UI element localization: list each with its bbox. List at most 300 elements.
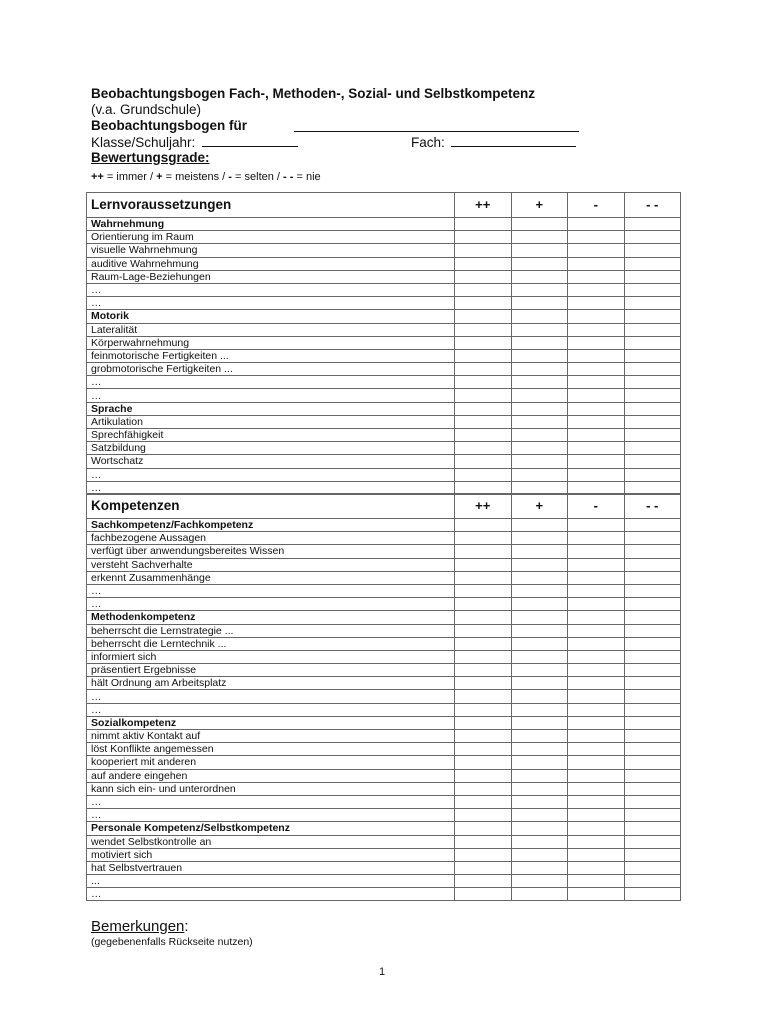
rating-cell[interactable] — [455, 664, 512, 677]
rating-cell[interactable] — [455, 888, 512, 901]
rating-cell[interactable] — [511, 257, 568, 270]
rating-cell[interactable] — [455, 402, 512, 415]
table-row — [87, 558, 681, 571]
rating-cell[interactable] — [568, 650, 625, 663]
rating-cell[interactable] — [455, 584, 512, 597]
table-row — [87, 571, 681, 584]
item-label: … — [87, 703, 455, 716]
rating-cell[interactable] — [624, 231, 681, 244]
rating-cell[interactable] — [455, 822, 512, 835]
rating-cell[interactable] — [624, 429, 681, 442]
rating-cell[interactable] — [511, 363, 568, 376]
rating-cell[interactable] — [511, 611, 568, 624]
category-row — [87, 310, 681, 323]
rating-cell[interactable] — [568, 283, 625, 296]
rating-cell[interactable] — [568, 611, 625, 624]
table-row — [87, 888, 681, 901]
item-label: Wortschatz — [87, 455, 455, 468]
item-label: informiert sich — [87, 650, 455, 663]
rating-cell[interactable] — [624, 584, 681, 597]
table-lernvoraussetzungen — [86, 192, 681, 495]
rating-cell[interactable] — [455, 730, 512, 743]
rating-header: + — [511, 193, 568, 218]
rating-cell[interactable] — [568, 795, 625, 808]
rating-cell[interactable] — [568, 703, 625, 716]
rating-cell[interactable] — [455, 442, 512, 455]
item-label: Satzbildung — [87, 442, 455, 455]
rating-cell[interactable] — [568, 389, 625, 402]
rating-cell[interactable] — [624, 336, 681, 349]
rating-cell[interactable] — [455, 283, 512, 296]
rating-cell[interactable] — [455, 376, 512, 389]
rating-cell[interactable] — [455, 795, 512, 808]
table-row — [87, 650, 681, 663]
rating-cell[interactable] — [568, 323, 625, 336]
rating-cell[interactable] — [511, 468, 568, 481]
rating-cell[interactable] — [624, 389, 681, 402]
rating-cell[interactable] — [624, 455, 681, 468]
rating-cell[interactable] — [511, 558, 568, 571]
rating-cell[interactable] — [455, 571, 512, 584]
rating-cell[interactable] — [455, 270, 512, 283]
rating-cell[interactable] — [511, 888, 568, 901]
rating-cell[interactable] — [568, 637, 625, 650]
item-label: hält Ordnung am Arbeitsplatz — [87, 677, 455, 690]
rating-cell[interactable] — [455, 297, 512, 310]
rating-cell[interactable] — [568, 231, 625, 244]
table-kompetenzen — [86, 493, 681, 901]
rating-cell[interactable] — [511, 389, 568, 402]
rating-cell[interactable] — [568, 455, 625, 468]
table-row — [87, 455, 681, 468]
rating-cell[interactable] — [624, 415, 681, 428]
item-label: … — [87, 888, 455, 901]
table-row — [87, 690, 681, 703]
rating-cell[interactable] — [568, 442, 625, 455]
category-row — [87, 402, 681, 415]
table-row — [87, 809, 681, 822]
rating-cell[interactable] — [455, 743, 512, 756]
table-row — [87, 848, 681, 861]
rating-cell[interactable] — [511, 677, 568, 690]
table-row — [87, 677, 681, 690]
rating-cell[interactable] — [624, 323, 681, 336]
table-row — [87, 730, 681, 743]
rating-cell[interactable] — [455, 703, 512, 716]
item-label: hat Selbstvertrauen — [87, 861, 455, 874]
item-label: erkennt Zusammenhänge — [87, 571, 455, 584]
rating-cell[interactable] — [511, 349, 568, 362]
rating-cell[interactable] — [455, 782, 512, 795]
rating-cell[interactable] — [624, 730, 681, 743]
rating-cell[interactable] — [455, 769, 512, 782]
rating-cell[interactable] — [511, 519, 568, 532]
rating-cell[interactable] — [624, 835, 681, 848]
table-row — [87, 363, 681, 376]
document-subtitle: (v.a. Grundschule) — [91, 102, 202, 117]
table-row — [87, 545, 681, 558]
rating-cell[interactable] — [568, 519, 625, 532]
rating-cell[interactable] — [624, 532, 681, 545]
item-label: beherrscht die Lernstrategie ... — [87, 624, 455, 637]
rating-cell[interactable] — [568, 716, 625, 729]
rating-cell[interactable] — [455, 756, 512, 769]
table-row — [87, 429, 681, 442]
rating-cell[interactable] — [511, 283, 568, 296]
rating-cell[interactable] — [455, 598, 512, 611]
rating-cell[interactable] — [624, 310, 681, 323]
rating-cell[interactable] — [624, 218, 681, 231]
rating-cell[interactable] — [568, 402, 625, 415]
table-row — [87, 442, 681, 455]
table-row — [87, 415, 681, 428]
rating-cell[interactable] — [568, 769, 625, 782]
rating-cell[interactable] — [624, 376, 681, 389]
rating-cell[interactable] — [511, 218, 568, 231]
rating-cell[interactable] — [624, 571, 681, 584]
page-number: 1 — [379, 966, 386, 978]
rating-cell[interactable] — [568, 468, 625, 481]
rating-cell[interactable] — [511, 650, 568, 663]
rating-cell[interactable] — [624, 716, 681, 729]
name-blank-line — [294, 119, 579, 132]
rating-cell[interactable] — [511, 297, 568, 310]
rating-cell[interactable] — [511, 795, 568, 808]
rating-cell[interactable] — [455, 519, 512, 532]
rating-cell[interactable] — [568, 730, 625, 743]
rating-cell[interactable] — [568, 584, 625, 597]
item-label: … — [87, 481, 455, 494]
rating-cell[interactable] — [455, 611, 512, 624]
rating-cell[interactable] — [568, 835, 625, 848]
rating-cell[interactable] — [624, 257, 681, 270]
rating-cell[interactable] — [568, 677, 625, 690]
item-label: feinmotorische Fertigkeiten ... — [87, 349, 455, 362]
rating-cell[interactable] — [455, 848, 512, 861]
category-label: Sozialkompetenz — [87, 716, 455, 729]
rating-header: - - — [624, 494, 681, 519]
item-label: verfügt über anwendungsbereites Wissen — [87, 545, 455, 558]
rating-cell[interactable] — [455, 429, 512, 442]
rating-cell[interactable] — [455, 650, 512, 663]
rating-cell[interactable] — [455, 231, 512, 244]
rating-cell[interactable] — [568, 257, 625, 270]
rating-cell[interactable] — [455, 835, 512, 848]
table-row — [87, 703, 681, 716]
rating-cell[interactable] — [568, 349, 625, 362]
rating-cell[interactable] — [624, 598, 681, 611]
rating-cell[interactable] — [624, 349, 681, 362]
rating-cell[interactable] — [511, 442, 568, 455]
rating-cell[interactable] — [624, 650, 681, 663]
rating-cell[interactable] — [568, 848, 625, 861]
rating-cell[interactable] — [568, 376, 625, 389]
rating-header: - — [568, 193, 625, 218]
item-label: … — [87, 389, 455, 402]
rating-cell[interactable] — [624, 244, 681, 257]
rating-cell[interactable] — [568, 809, 625, 822]
rating-cell[interactable] — [511, 861, 568, 874]
rating-cell[interactable] — [511, 848, 568, 861]
rating-legend: ++ = immer / + = meistens / - = selten / - - = nie — [91, 171, 321, 183]
item-label: Sprechfähigkeit — [87, 429, 455, 442]
rating-cell[interactable] — [511, 598, 568, 611]
rating-cell[interactable] — [624, 690, 681, 703]
rating-cell[interactable] — [624, 677, 681, 690]
table-row — [87, 875, 681, 888]
rating-cell[interactable] — [568, 664, 625, 677]
rating-cell[interactable] — [624, 848, 681, 861]
rating-cell[interactable] — [455, 455, 512, 468]
item-label: grobmotorische Fertigkeiten ... — [87, 363, 455, 376]
rating-cell[interactable] — [455, 677, 512, 690]
rating-cell[interactable] — [511, 664, 568, 677]
rating-cell[interactable] — [624, 558, 681, 571]
table-row — [87, 376, 681, 389]
item-label: … — [87, 376, 455, 389]
table-row — [87, 336, 681, 349]
item-label: löst Konflikte angemessen — [87, 743, 455, 756]
class-blank-line — [202, 134, 298, 147]
table-row — [87, 637, 681, 650]
category-row — [87, 822, 681, 835]
for-row — [91, 118, 247, 134]
rating-cell[interactable] — [455, 558, 512, 571]
rating-cell[interactable] — [568, 743, 625, 756]
rating-cell[interactable] — [568, 545, 625, 558]
category-row — [87, 716, 681, 729]
rating-cell[interactable] — [624, 861, 681, 874]
rating-cell[interactable] — [568, 270, 625, 283]
rating-cell[interactable] — [511, 584, 568, 597]
rating-cell[interactable] — [568, 875, 625, 888]
section-title: Lernvoraussetzungen — [87, 193, 455, 218]
rating-cell[interactable] — [455, 637, 512, 650]
rating-cell[interactable] — [624, 624, 681, 637]
rating-cell[interactable] — [455, 532, 512, 545]
rating-cell[interactable] — [455, 244, 512, 257]
item-label: visuelle Wahrnehmung — [87, 244, 455, 257]
rating-cell[interactable] — [511, 624, 568, 637]
rating-cell[interactable] — [455, 218, 512, 231]
rating-cell[interactable] — [511, 703, 568, 716]
rating-cell[interactable] — [511, 716, 568, 729]
table-row — [87, 835, 681, 848]
rating-cell[interactable] — [568, 244, 625, 257]
rating-cell[interactable] — [624, 769, 681, 782]
rating-cell[interactable] — [511, 415, 568, 428]
rating-cell[interactable] — [511, 835, 568, 848]
table-row — [87, 468, 681, 481]
remarks-heading: Bemerkungen: — [91, 918, 189, 935]
item-label: motiviert sich — [87, 848, 455, 861]
rating-cell[interactable] — [511, 571, 568, 584]
rating-cell[interactable] — [455, 257, 512, 270]
rating-cell[interactable] — [568, 624, 625, 637]
table-row — [87, 244, 681, 257]
rating-cell[interactable] — [568, 429, 625, 442]
category-label: Wahrnehmung — [87, 218, 455, 231]
rating-cell[interactable] — [511, 231, 568, 244]
item-label: Orientierung im Raum — [87, 231, 455, 244]
rating-cell[interactable] — [455, 624, 512, 637]
rating-cell[interactable] — [455, 545, 512, 558]
subject-row — [411, 134, 576, 151]
rating-cell[interactable] — [624, 442, 681, 455]
rating-cell[interactable] — [568, 756, 625, 769]
item-label: Artikulation — [87, 415, 455, 428]
category-label: Methodenkompetenz — [87, 611, 455, 624]
rating-cell[interactable] — [511, 310, 568, 323]
rating-cell[interactable] — [624, 782, 681, 795]
item-label: … — [87, 468, 455, 481]
item-label: nimmt aktiv Kontakt auf — [87, 730, 455, 743]
table-row — [87, 624, 681, 637]
table-row — [87, 257, 681, 270]
item-label: wendet Selbstkontrolle an — [87, 835, 455, 848]
rating-cell[interactable] — [511, 730, 568, 743]
rating-cell[interactable] — [568, 558, 625, 571]
rating-cell[interactable] — [511, 690, 568, 703]
rating-cell[interactable] — [455, 468, 512, 481]
rating-cell[interactable] — [455, 336, 512, 349]
rating-cell[interactable] — [624, 519, 681, 532]
table-row — [87, 861, 681, 874]
rating-cell[interactable] — [624, 270, 681, 283]
rating-header: - - — [624, 193, 681, 218]
rating-cell[interactable] — [568, 297, 625, 310]
item-label: auf andere eingehen — [87, 769, 455, 782]
rating-cell[interactable] — [455, 415, 512, 428]
category-label: Motorik — [87, 310, 455, 323]
rating-cell[interactable] — [624, 756, 681, 769]
rating-cell[interactable] — [568, 782, 625, 795]
rating-cell[interactable] — [455, 861, 512, 874]
rating-cell[interactable] — [511, 809, 568, 822]
rating-cell[interactable] — [624, 363, 681, 376]
rating-cell[interactable] — [624, 703, 681, 716]
rating-cell[interactable] — [511, 782, 568, 795]
table-row — [87, 389, 681, 402]
rating-cell[interactable] — [568, 861, 625, 874]
rating-cell[interactable] — [455, 690, 512, 703]
rating-cell[interactable] — [568, 415, 625, 428]
section-header-row — [87, 193, 681, 218]
rating-cell[interactable] — [511, 376, 568, 389]
rating-cell[interactable] — [568, 363, 625, 376]
rating-cell[interactable] — [568, 336, 625, 349]
section-title: Kompetenzen — [87, 494, 455, 519]
document-title: Beobachtungsbogen Fach-, Methoden-, Sozial- und Selbstkompetenz — [91, 86, 536, 101]
rating-cell[interactable] — [624, 664, 681, 677]
rating-cell[interactable] — [455, 716, 512, 729]
table-row — [87, 769, 681, 782]
rating-cell[interactable] — [624, 402, 681, 415]
rating-cell[interactable] — [624, 743, 681, 756]
rating-cell[interactable] — [624, 637, 681, 650]
rating-cell[interactable] — [455, 323, 512, 336]
rating-cell[interactable] — [511, 402, 568, 415]
rating-cell[interactable] — [455, 809, 512, 822]
rating-cell[interactable] — [624, 875, 681, 888]
rating-cell[interactable] — [511, 336, 568, 349]
class-row — [91, 134, 298, 151]
item-label: ... — [87, 875, 455, 888]
rating-cell[interactable] — [511, 743, 568, 756]
rating-cell[interactable] — [511, 270, 568, 283]
rating-cell[interactable] — [511, 455, 568, 468]
rating-cell[interactable] — [568, 598, 625, 611]
class-label: Klasse/Schuljahr: — [91, 135, 196, 150]
table-row — [87, 283, 681, 296]
rating-cell[interactable] — [511, 244, 568, 257]
subject-label: Fach: — [411, 135, 445, 150]
rating-cell[interactable] — [455, 310, 512, 323]
rating-cell[interactable] — [568, 532, 625, 545]
rating-cell[interactable] — [511, 875, 568, 888]
rating-cell[interactable] — [511, 756, 568, 769]
rating-cell[interactable] — [624, 611, 681, 624]
rating-cell[interactable] — [568, 822, 625, 835]
rating-cell[interactable] — [568, 218, 625, 231]
table-row — [87, 532, 681, 545]
rating-cell[interactable] — [624, 809, 681, 822]
rating-cell[interactable] — [624, 888, 681, 901]
rating-header: ++ — [455, 193, 512, 218]
rating-cell[interactable] — [568, 310, 625, 323]
rating-cell[interactable] — [511, 323, 568, 336]
grades-heading: Bewertungsgrade: — [91, 150, 210, 165]
rating-cell[interactable] — [624, 545, 681, 558]
rating-cell[interactable] — [455, 349, 512, 362]
rating-cell[interactable] — [624, 468, 681, 481]
rating-cell[interactable] — [624, 283, 681, 296]
rating-cell[interactable] — [624, 297, 681, 310]
item-label: fachbezogene Aussagen — [87, 532, 455, 545]
rating-cell[interactable] — [511, 769, 568, 782]
rating-cell[interactable] — [568, 571, 625, 584]
rating-cell[interactable] — [568, 690, 625, 703]
item-label: Lateralität — [87, 323, 455, 336]
rating-header: + — [511, 494, 568, 519]
rating-cell[interactable] — [511, 822, 568, 835]
table-row — [87, 231, 681, 244]
rating-cell[interactable] — [511, 545, 568, 558]
item-label: kooperiert mit anderen — [87, 756, 455, 769]
rating-cell[interactable] — [624, 822, 681, 835]
item-label: … — [87, 809, 455, 822]
rating-cell[interactable] — [511, 429, 568, 442]
rating-header: ++ — [455, 494, 512, 519]
item-label: präsentiert Ergebnisse — [87, 664, 455, 677]
table-row — [87, 795, 681, 808]
rating-cell[interactable] — [455, 875, 512, 888]
rating-cell[interactable] — [511, 532, 568, 545]
table-row — [87, 664, 681, 677]
rating-cell[interactable] — [511, 637, 568, 650]
for-label: Beobachtungsbogen für — [91, 118, 247, 133]
category-label: Personale Kompetenz/Selbstkompetenz — [87, 822, 455, 835]
rating-cell[interactable] — [455, 389, 512, 402]
category-row — [87, 218, 681, 231]
table-row — [87, 743, 681, 756]
rating-cell[interactable] — [624, 795, 681, 808]
rating-cell[interactable] — [455, 363, 512, 376]
table-row — [87, 598, 681, 611]
table-row — [87, 323, 681, 336]
subject-blank-line — [451, 134, 576, 147]
rating-cell[interactable] — [568, 888, 625, 901]
